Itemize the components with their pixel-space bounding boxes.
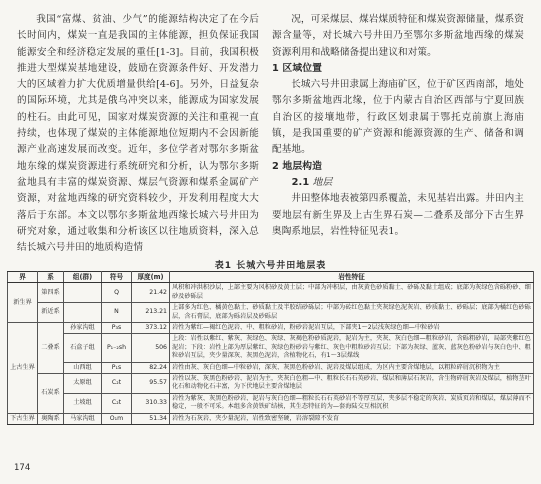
table-row	[8, 413, 534, 424]
system-cell: 新近系	[38, 303, 64, 323]
intro-paragraph: 我国“富煤、贫油、少气”的能源结构决定了在今后长时间内，煤炭一直是我国的主体能源，担负保证我国能源安全和经济稳定发展的重任[1-3]。目前，我国积极推进大型煤炭基地建设，鼓励在资源条件好、开发潜力大的区域着力扩大优质增量供给[4-6]。另外，日益复杂的国际环境，尤其是俄乌冲突以来，能源成为国家发展的柱石。由此可见，国家对煤炭资源的关注和重视一直持续，也体现了煤炭的主体能源地位短期内不会因新能源产业高速发展而改变。近年，多位学者对鄂尔多斯盆地东缘的煤炭资源进行系统研究和分析，认为鄂尔多斯盆地具有丰富的煤炭资源、煤层气资源和煤系金属矿产资源，对盆地西缘的研究资料较少，开发利用程度大大落后于东部。本文以鄂尔多斯盆地西缘长城六号井田为研究对象，通过收集和分析该区以往地质资料，深入总结长城六号井田的地质构造情	[17, 14, 259, 254]
section-2-1-title: 地层	[312, 176, 333, 188]
strata-paragraph: 井田整体地表被第四系覆盖，未见基岩出露。井田内主要地层有新生界及上古生界石炭—二叠系及部分下古生界奥陶系地层，岩性特征见表1。	[272, 193, 524, 237]
symbol-cell: P₃s	[102, 323, 132, 334]
lithology-cell: 岩性为紫红—褐红色泥岩、中、粗粒砂岩，粉砂岩泥岩互层，下部夹1～2层浅灰绿色细—中粒砂岩	[170, 323, 534, 334]
table-caption: 表1 长城六号井田地层表	[214, 261, 327, 271]
lithology-cell: 岩性以灰、灰黑色粉砂岩、泥岩为主，夹灰白色粗—中、粗粒长石石英砂岩、煤层和薄层石灰岩，含生物碎屑灰岩及煤层，植物茎叶化石和动物化石丰富，为下伏地层主要含煤地层	[170, 374, 534, 394]
group-cell: 石盒子组	[64, 334, 102, 362]
symbol-cell: P₁₋₂sh	[102, 334, 132, 362]
system-cell: 石炭系	[38, 374, 64, 414]
section-2-1-number: 2.1	[291, 176, 310, 188]
lithology-cell: 岩性为紫灰、灰黑色粉砂岩、泥岩与灰白色细—粗粒长石石英砂岩不等厚互层，夹多层不稳定的灰岩、炭质页岩和煤层，煤层薄而不稳定，一般不可采。本组多含黄铁矿结核，其生态特征的为—套海陆交互相沉积	[170, 393, 534, 413]
location-paragraph: 长城六号井田隶属上海庙矿区，位于矿区西南部，地处鄂尔多斯盆地西北缘，位于内蒙古自治区西部与宁夏回族自治区的接壤地带，行政区划隶属于鄂托克前旗上海庙镇，是我国重要的矿产资源和能源资源的生产、储备和调配基地。	[272, 79, 524, 156]
table-row	[8, 362, 534, 373]
group-cell	[64, 303, 102, 323]
thickness-cell: 95.57	[132, 374, 170, 394]
page-number: 174	[14, 463, 31, 473]
table-row	[8, 323, 534, 334]
symbol-cell: P₁s	[102, 362, 132, 373]
group-cell: 山西组	[64, 362, 102, 373]
lithology-cell: 岩性为石灰岩，夹少量泥岩，岩性致密坚硬，岩溶裂隙不发育	[170, 413, 534, 424]
header-thickness: 厚度(m)	[132, 272, 170, 283]
lithology-cell: 岩性由灰、灰白色细—中粒砂岩，深灰、灰黑色粉砂岩、泥岩及煤层组成，为区内主要含煤地层，以粗粒碎屑沉积物为主	[170, 362, 534, 373]
group-cell: 土坡组	[64, 393, 102, 413]
system-cell: 二叠系	[38, 323, 64, 374]
thickness-cell: 213.21	[132, 303, 170, 323]
symbol-cell: C₂t	[102, 393, 132, 413]
era-cell: 新生界	[8, 283, 38, 323]
group-cell: 太原组	[64, 374, 102, 394]
group-cell: 马家沟组	[64, 413, 102, 424]
group-cell: 孙家沟组	[64, 323, 102, 334]
lithology-cell: 上部多为红色、橘黄色黏土、砂质黏土及半胶结砂砾层；中部为砖红色黏土夹灰绿色泥灰岩、砂质黏土、砂砾层；底部为橘红色砂砾层，含石膏层，底部为砾岩层及砂砾层	[170, 303, 534, 323]
thickness-cell: 310.33	[132, 393, 170, 413]
system-cell: 奥陶系	[38, 413, 64, 424]
header-lithology: 岩性特征	[170, 272, 534, 283]
table-row	[8, 334, 534, 362]
right-text-column	[272, 12, 524, 240]
header-era: 界	[8, 272, 38, 283]
symbol-cell: Q	[102, 283, 132, 303]
header-system: 系	[38, 272, 64, 283]
table-row	[8, 393, 534, 413]
symbol-cell: N	[102, 303, 132, 323]
section-2-1-heading	[272, 175, 524, 191]
section-2-heading: 2 地层构造	[272, 160, 323, 172]
header-symbol: 符号	[102, 272, 132, 283]
header-group: 组(群)	[64, 272, 102, 283]
lithology-cell: 上段：岩性以紫红、紫灰、灰绿色、灰绿、灰褐色粉砂质泥岩，泥岩为主，夹灰、灰白色细—粗粒砂岩，含砾粗砂岩，局部夹紫红色泥岩；下段：岩性上部为厚层紫红、灰绿色粉砂岩与紫红、灰色中粗粒砂岩互层；下部为灰绿、蓝灰、蓝灰色粉砂岩与灰白色中、粗粒砂岩互层，夹少量深灰、灰黑色泥岩，含植物化石，有1～3层煤线	[170, 334, 534, 362]
symbol-cell: O₁m	[102, 413, 132, 424]
thickness-cell: 506	[132, 334, 170, 362]
intro-paragraph-continued: 况，可采煤层、煤岩煤质特征和煤炭资源储量，煤系资源含量等，对长城六号井田乃至鄂尔多斯盆地西缘的煤炭资源利用和战略储备提出建议和对策。	[272, 14, 524, 58]
section-1-heading: 1 区域位置	[272, 62, 323, 74]
symbol-cell: C₂t	[102, 374, 132, 394]
group-cell	[64, 283, 102, 303]
table-row	[8, 283, 534, 303]
system-cell: 第四系	[38, 283, 64, 303]
era-cell: 上古生界	[8, 323, 38, 414]
era-cell: 下古生界	[8, 413, 38, 424]
table-row	[8, 303, 534, 323]
thickness-cell: 51.34	[132, 413, 170, 424]
thickness-cell: 21.42	[132, 283, 170, 303]
table-row	[8, 374, 534, 394]
thickness-cell: 82.24	[132, 362, 170, 373]
lithology-cell: 风积和冲洪积沙层，上部主要为风积砂及黄土层；中部为冲积层，由灰黄色砂质黏土、砂砾及黏土组成；底部为灰绿色含砾粉砂、细砂及砂砾层	[170, 283, 534, 303]
left-text-column	[17, 12, 259, 256]
stratigraphy-table	[7, 271, 534, 425]
thickness-cell: 373.12	[132, 323, 170, 334]
table-header-row	[8, 272, 534, 283]
